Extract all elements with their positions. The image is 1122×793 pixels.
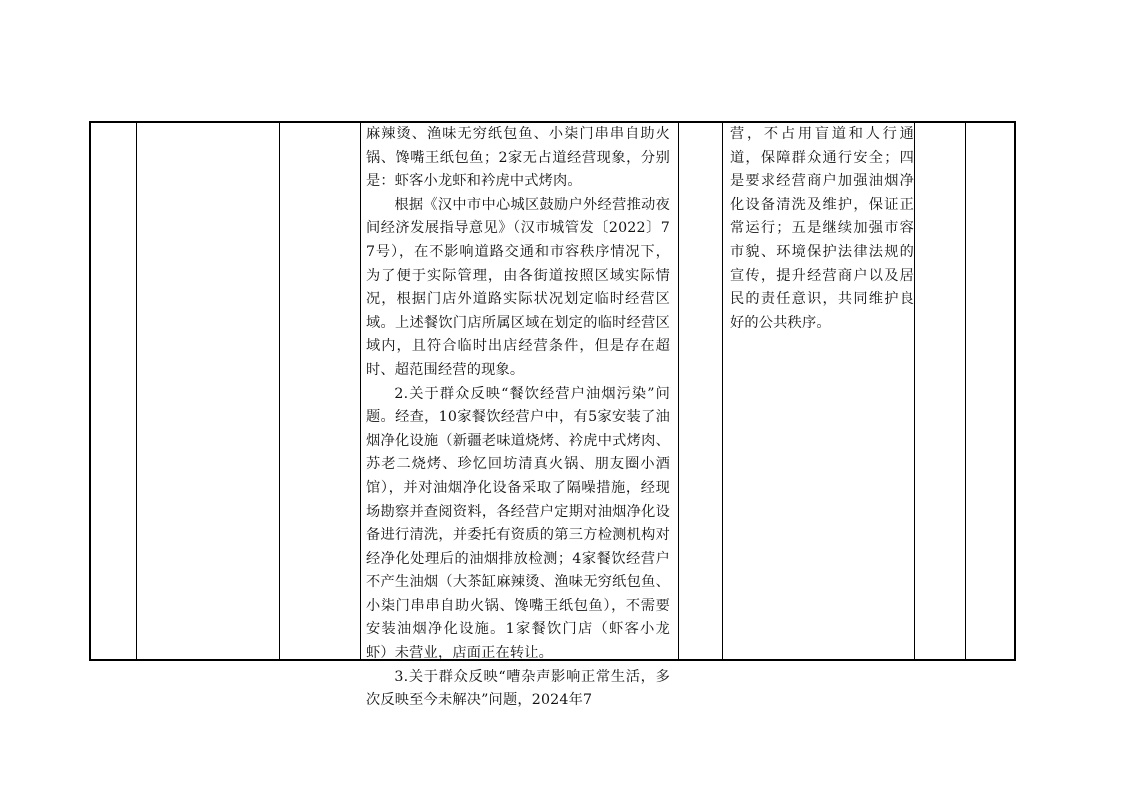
report-table <box>89 121 1016 709</box>
column-divider-5 <box>722 123 723 659</box>
column-divider-6 <box>914 123 915 659</box>
rectification-measures-cell <box>730 123 914 335</box>
column-divider-1 <box>136 123 137 659</box>
findings-paragraph-1: 麻辣烫、渔味无穷纸包鱼、小柒门串串自助火锅、馋嘴王纸包鱼；2家无占道经营现象，分别是：虾客小龙虾和衿虎中式烤肉。 <box>366 126 670 190</box>
column-divider-4 <box>678 123 679 659</box>
findings-paragraph-4: 3.关于群众反映“嘈杂声影响正常生活，多次反映至今未解决”问题，2024年7 <box>366 668 670 709</box>
findings-paragraph-3: 2.关于群众反映“餐饮经营户油烟污染”问题。经查，10家餐饮经营户中，有5家安装了油烟净化设施（新疆老味道烧烤、衿虎中式烤肉、苏老二烧烤、珍忆回坊清真火锅、朋友圈小酒馆），并对油烟净化设备采取了隔噪措施，经现场勘察并查阅资料，各经营户定期对油烟净化设备进行清洗，并委托有资质的第三方检测机构对经净化处理后的油烟排放检测；4家餐饮经营户不产生油烟（大茶缸麻辣烫、渔味无穷纸包鱼、小柒门串串自助火锅、馋嘴王纸包鱼），不需要安装油烟净化设施。1家餐饮门店（虾客小龙虾）未营业，店面正在转让。 <box>366 385 670 662</box>
measures-paragraph-1: 营，不占用盲道和人行通道，保障群众通行安全；四是要求经营商户加强油烟净化设备清洗及维护，保证正常运行；五是继续加强市容市貌、环境保护法律法规的宣传，提升经营商户以及居民的责任意识，共同维护良好的公共秩序。 <box>730 126 914 331</box>
column-divider-3 <box>360 123 361 659</box>
findings-paragraph-2: 根据《汉中市中心城区鼓励户外经营推动夜间经济发展指导意见》（汉市城管发〔2022〕77号），在不影响道路交通和市容秩序情况下，为了便于实际管理，由各街道按照区域实际情况，根据门店外道路实际状况划定临时经营区域。上述餐饮门店所属区域在划定的临时经营区域内，且符合临时出店经营条件，但是存在超时、超范围经营的现象。 <box>366 196 670 378</box>
investigation-findings-cell <box>366 123 670 713</box>
column-divider-2 <box>279 123 280 659</box>
column-divider-7 <box>965 123 966 659</box>
